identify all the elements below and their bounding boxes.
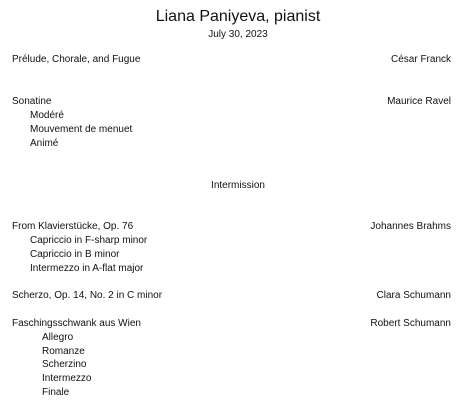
movement-title: Intermezzo in A-flat major [30,263,144,274]
composer-name: César Franck [390,54,451,65]
movement-title: Capriccio in B minor [30,249,120,260]
movement-title: Mouvement de menuet [30,124,133,135]
movement-title: Modéré [30,110,64,121]
movement-title: Scherzino [42,359,87,370]
piece-title: Faschingsschwank aus Wien [12,318,141,329]
program-date: July 30, 2023 [208,29,268,40]
movement-title: Animé [30,138,59,149]
piece-title: From Klavierstücke, Op. 76 [12,221,134,232]
composer-name: Robert Schumann [370,318,451,329]
movement-title: Intermezzo [42,373,92,384]
movement-title: Romanze [42,346,85,357]
composer-name: Maurice Ravel [387,96,451,107]
intermission-label: Intermission [211,180,265,191]
movement-title: Allegro [42,332,74,343]
movement-title: Capriccio in F-sharp minor [30,235,148,246]
composer-name: Clara Schumann [376,290,451,301]
movement-title: Finale [42,387,70,398]
piece-title: Sonatine [12,96,52,107]
piece-title: Prélude, Chorale, and Fugue [12,54,141,65]
piece-title: Scherzo, Op. 14, No. 2 in C minor [12,290,163,301]
composer-name: Johannes Brahms [370,221,451,232]
program-title: Liana Paniyeva, pianist [155,8,321,25]
